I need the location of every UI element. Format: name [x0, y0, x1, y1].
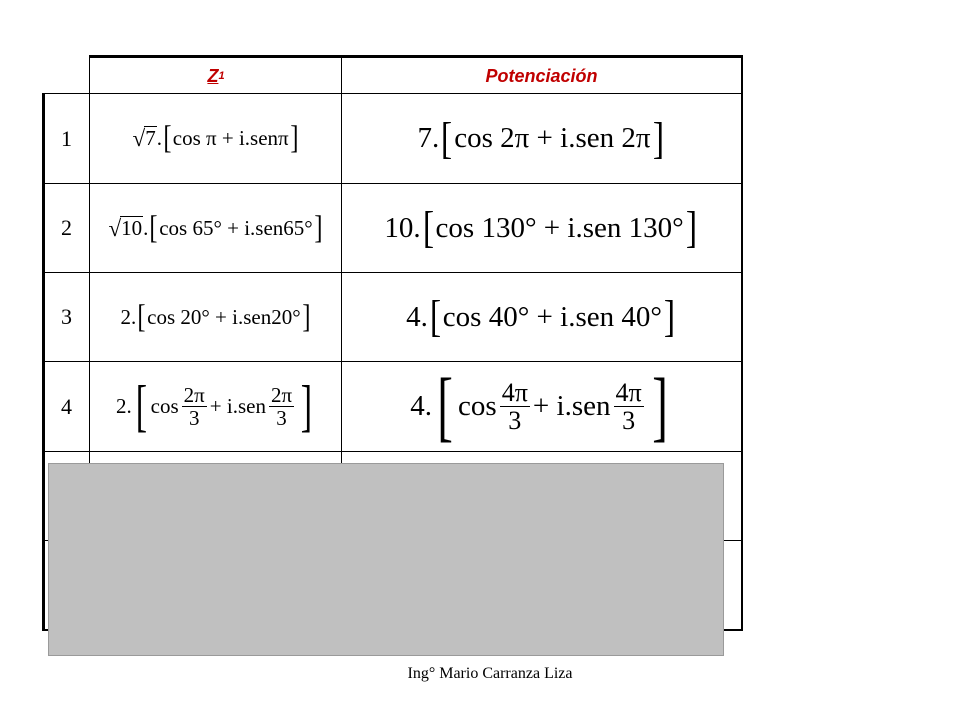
numerator: 2π — [183, 382, 205, 407]
sen-label: + i.sen — [209, 394, 266, 418]
z1-expression: cos 20° + i.sen20° — [147, 304, 301, 329]
denominator: 3 — [622, 406, 636, 435]
coefficient: 4. — [410, 390, 432, 422]
z1-expression: cos π + i.senπ — [172, 126, 289, 150]
coefficient: 10. — [384, 211, 421, 244]
cos-label: cos — [150, 394, 179, 418]
potencia-expression: cos 130° + i.sen 130° — [435, 211, 684, 244]
z1-expression: cos 65° + i.sen65° — [159, 215, 313, 240]
gray-overlay-box — [48, 463, 724, 656]
potencia-expression: cos 2π + i.sen 2π — [454, 122, 651, 154]
header-potenciacion: Potenciación — [485, 65, 598, 86]
potencia-cell: 4. [ cos 40° + i.sen 40° ] — [406, 291, 676, 342]
numerator: 4π — [501, 377, 528, 407]
denominator: 3 — [188, 406, 200, 430]
header-z1-subscript: 1 — [218, 70, 225, 82]
potencia-cell: 4. [ cos $\frac{4\pi}{3}$ + i.sen $\frac{4\pi}{3}$ ] — [410, 362, 668, 450]
z1-cell: √ 7 . [ cos π + i.senπ ] — [132, 120, 299, 157]
z1-cell: 2. [ cos 20° + i.sen20° ] — [120, 298, 311, 335]
fraction — [269, 384, 294, 429]
coefficient: 7. — [417, 122, 440, 154]
row-number: 1 — [61, 125, 72, 151]
coefficient: 2. — [116, 394, 132, 418]
sqrt-symbol: √ — [132, 125, 146, 151]
footer-author: Ing° Mario Carranza Liza — [407, 665, 573, 682]
denominator: 3 — [276, 406, 287, 430]
fraction — [614, 379, 644, 435]
fraction — [500, 379, 530, 435]
coefficient: 2. — [120, 304, 137, 329]
sqrt-symbol: √ — [108, 214, 122, 241]
cos-label: cos — [458, 390, 497, 422]
row-divider — [42, 451, 743, 452]
sen-label: + i.sen — [532, 390, 611, 422]
z1-cell: 2. [ cos $\frac{2\pi}{3}$ + i.sen $\frac{2\pi}{3}$ ] — [116, 374, 313, 438]
header-z1 — [90, 58, 342, 94]
potencia-cell: 7. [ cos 2π + i.sen 2π ] — [417, 112, 664, 163]
row-number: 4 — [61, 393, 72, 419]
numerator: 2π — [270, 382, 293, 407]
fraction — [182, 384, 207, 429]
radicand: 7 — [145, 126, 156, 151]
row-number: 3 — [61, 304, 72, 329]
header-z1-letter: Z — [207, 65, 219, 86]
coefficient: 4. — [406, 300, 428, 333]
denominator: 3 — [508, 406, 522, 435]
table-border-right — [741, 55, 743, 631]
z1-cell: √ 10 . [ cos 65° + i.sen65° ] — [108, 209, 323, 246]
numerator: 4π — [615, 377, 642, 407]
potencia-expression: cos 40° + i.sen 40° — [442, 300, 662, 333]
potencia-cell: 10. [ cos 130° + i.sen 130° ] — [384, 202, 697, 253]
radicand: 10 — [121, 215, 143, 240]
row-number: 2 — [61, 215, 72, 240]
